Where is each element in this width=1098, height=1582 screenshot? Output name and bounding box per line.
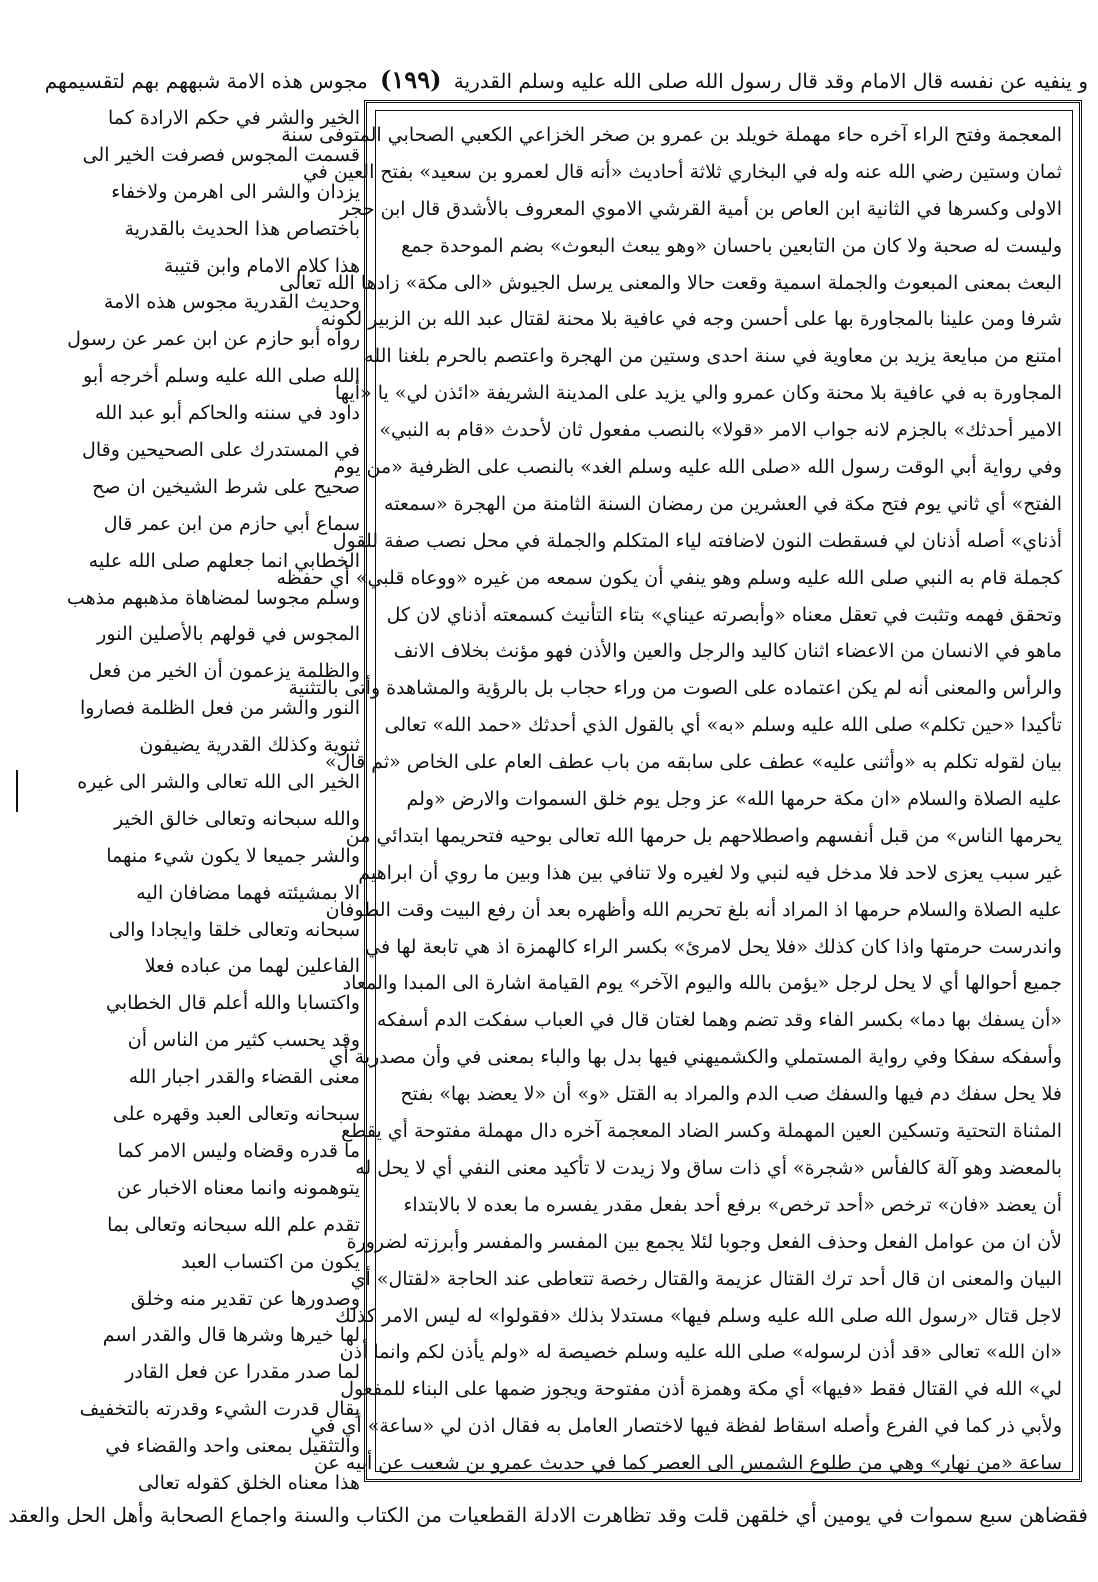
main-text-line: الامير أحدثك» بالجزم لانه جواب الامر «قولا» بالنصب مفعول ثان لأحدث «قام به النبي»: [379, 419, 1062, 442]
main-text-line: يحرمها الناس» من قبل أنفسهم واصطلاحهم بل حرمها الله تعالى بوحيه فتحريمها ابتدائي من: [345, 824, 1062, 847]
margin-text-line: يزدان والشر الى اهرمن ولاخفاء: [111, 180, 360, 203]
margin-text-line: صحيح على شرط الشيخين ان صح: [92, 475, 360, 498]
margin-text-line: قسمت المجوس فصرفت الخير الى: [82, 143, 360, 166]
margin-text-line: وصدورها عن تقدير منه وخلق: [130, 1287, 360, 1310]
margin-text-line: هذا كلام الامام وابن قتيبة: [163, 254, 360, 277]
main-text-line: والرأس والمعنى أنه لم يكن اعتماده على الصوت من وراء حجاب بل بالرؤية والمشاهدة وأتى بالتثنية: [288, 677, 1062, 700]
main-text-line: بالمعضد وهو آلة كالفأس «شجرة» أي ذات ساق ولا زيدت لا تأكيد معنى النفي أي لا يحل له: [355, 1156, 1062, 1179]
header-left-text: مجوس هذه الامة شبههم بهم لتقسيمهم: [44, 69, 368, 93]
margin-text-line: لها خيرها وشرها قال والقدر اسم: [102, 1324, 360, 1347]
main-text-frame: [276, 110, 1073, 1475]
main-text-line: واندرست حرمتها واذا كان كذلك «فلا يحل لامرئ» بكسر الراء كالهمزة اذ هي تابعة لها في: [365, 935, 1062, 958]
main-text-line: الاولى وكسرها في الثانية ابن العاص بن أمية القرشي الاموي المعروف بالأشدق قال ابن حجر: [339, 197, 1062, 220]
main-text-line: «أن يسفك بها دما» بكسر الفاء وقد تضم وهما لغتان قال في العباب سفكت الدم أسفكه: [376, 1009, 1062, 1032]
margin-text-line: وقد يحسب كثير من الناس أن: [127, 1029, 360, 1052]
margin-text-line: سماع أبي حازم من ابن عمر قال: [103, 512, 360, 535]
main-text-line: غير سبب يعزى لاحد فلا مدخل فيه لنبي ولا لغيره ولا تنافي بين هذا وبين ما روي أن ابراهيم: [358, 861, 1062, 884]
margin-text-line: معنى القضاء والقدر اجبار الله: [128, 1066, 360, 1089]
main-text-line: فلا يحل سفك دم فيها والسفك صب الدم والمراد به القتل «و» أن «لا يعضد بها» بفتح: [400, 1083, 1062, 1106]
main-text-line: لاجل قتال «رسول الله صلى الله عليه وسلم فيها» مستدلا بذلك «فقولوا» له ليس الامر كذلك: [335, 1304, 1062, 1327]
margin-text-line: الفاعلين لهما من عباده فعلا: [144, 955, 360, 978]
margin-text-line: سبحانه وتعالى خلقا وايجادا والى: [108, 918, 360, 941]
main-commentary-text: [276, 111, 1072, 1488]
main-text-line: المجاورة به في عافية بلا محنة وكان عمرو والي يزيد على المدينة الشريفة «ائذن لي» يا «أيها: [334, 382, 1062, 405]
main-text-line: ماهو في الانسان من الاعضاء اثنان كاليد والرجل والعين والأذن فهو مؤنث بخلاف الانف: [393, 640, 1062, 663]
margin-text-line: هذا معناه الخلق كقوله تعالى: [137, 1471, 360, 1494]
main-text-line: أن يعضد «فان» ترخص «أحد ترخص» برفع أحد بفعل مقدر يفسره ما بعده لا بالابتداء: [403, 1193, 1062, 1216]
page-footer: [8, 1496, 1088, 1536]
main-text-line: تأكيدا «حين تكلم» صلى الله عليه وسلم «به» أي بالقول الذي أحدثك «حمد الله» تعالى: [384, 714, 1062, 737]
margin-mark: [16, 770, 18, 812]
main-text-line: المعجمة وفتح الراء آخره حاء مهملة خويلد بن عمرو بن صخر الخزاعي الكعبي الصحابي المتوفى سنة: [281, 124, 1062, 146]
margin-text-line: الخطابي انما جعلهم صلى الله عليه: [88, 549, 360, 572]
margin-text-line: وحديث القدرية مجوس هذه الامة: [103, 291, 360, 314]
margin-text-line: لما صدر مقدرا عن فعل القادر: [125, 1361, 360, 1384]
margin-text-line: يكون من اكتساب العبد: [181, 1250, 360, 1273]
main-text-line: أذناي» أصله أذنان لي فسقطت النون لاضافته لياء المتكلم والجملة في محل نصب صفة للقول: [332, 529, 1062, 552]
margin-text-line: والشر جميعا لا يكون شيء منهما: [106, 844, 360, 867]
margin-text-line: والله سبحانه وتعالى خالق الخير: [114, 807, 360, 830]
main-text-line: امتنع من مبايعة يزيد بن معاوية في سنة احدى وستين من الهجرة واعتصم بالحرم بلغنا الله: [364, 345, 1062, 368]
main-text-line: ساعة «من نهار» وهي من طلوع الشمس الى العصر كما في حديث عمرو بن شعيب عن أبيه عن: [313, 1452, 1062, 1475]
page-header: [44, 58, 1088, 104]
page-number: (١٩٩): [380, 65, 442, 94]
margin-text-line: ثنوية وكذلك القدرية يضيفون: [139, 734, 360, 757]
main-text-line: ولأبي ذر كما في الفرع وأصله اسقاط لفظة فيها لاختصار العامل به فقال اذن لي «ساعة» أي في: [310, 1415, 1062, 1438]
margin-text-line: ما قدره وقضاه وليس الامر كما: [117, 1139, 360, 1162]
main-text-line: بيان لقوله تكلم به «وأثنى عليه» عطف على سابقه من باب عطف العام على الخاص «ثم قال»: [324, 751, 1062, 774]
main-text-line: الفتح» أي ثاني يوم فتح مكة في العشرين من رمضان السنة الثامنة من الهجرة «سمعته: [384, 492, 1062, 515]
margin-text-line: وسلم مجوسا لمضاهاة مذهبهم مذهب: [66, 586, 360, 609]
main-text-line: لأن ان من عوامل الفعل وحذف الفعل وجوبا لئلا يجمع بين المفسر والمفسر وأبرزته لضرورة: [346, 1230, 1062, 1253]
margin-text-line: والظلمة يزعمون أن الخير من فعل: [88, 660, 360, 683]
margin-text-line: الخير الى الله تعالى والشر الى غيره: [77, 771, 360, 794]
main-text-line: وتحقق فهمه وتثبت في تعقل معناه «وأبصرته عيناي» بتاء التأنيث كسمعته أذناي لان كل: [386, 603, 1062, 626]
main-text-line: وفي رواية أبي الوقت رسول الله «صلى الله عليه وسلم الغد» بالنصب على الظرفية «من يوم: [333, 456, 1062, 479]
main-text-line: «ان الله» تعالى «قد أذن لرسوله» صلى الله عليه وسلم خصيصة له «ولم يأذن لكم وانما أذن: [339, 1341, 1062, 1364]
main-text-line: المثناة التحتية وتسكين العين المهملة وكسر الضاد المعجمة آخره دال مهملة مفتوحة أي يقطع: [341, 1120, 1062, 1143]
main-text-line: وأسفكه سفكا وفي رواية المستملي والكشميهني فيها بدل بها والباء بمعنى في وأن مصدرية أي: [328, 1046, 1062, 1069]
margin-text-line: النور والشر من فعل الظلمة فصاروا: [79, 697, 360, 720]
main-text-line: لي» الله في القتال فقط «فيها» أي مكة وهمزة أذن مفتوحة ويجوز ضمها على البناء للمفعول: [340, 1378, 1062, 1401]
margin-text-line: الا بمشيئته فهما مضافان اليه: [136, 881, 360, 904]
margin-text-line: رواه أبو حازم عن ابن عمر عن رسول: [67, 328, 360, 351]
margin-text-line: يتوهمونه وانما معناه الاخبار عن: [117, 1176, 360, 1199]
margin-text-line: المجوس في قولهم بالأصلين النور: [97, 623, 360, 646]
main-text-line: ثمان وستين رضي الله عنه وله في البخاري ثلاثة أحاديث «أنه قال لعمرو بن سعيد» بفتح العين في: [302, 160, 1062, 183]
margin-text-line: في المستدرك على الصحيحين وقال: [82, 439, 360, 462]
margin-text-line: داود في سننه والحاكم أبو عبد الله: [94, 402, 360, 425]
main-text-line: البيان والمعنى ان قال أحد ترك القتال عزيمة والقتال رخصة تتعاطى عند الحاجة «لقتال» أي: [350, 1267, 1062, 1290]
main-text-line: البعث بمعنى المبعوث والجملة اسمية وقعت حالا والمعنى يرسل الجيوش «الى مكة» زادها الله تعالى: [279, 271, 1062, 294]
main-text-line: كجملة قام به النبي صلى الله عليه وسلم وهو ينفي أن يكون سمعه من غيره «ووعاه قلبي» أي حفظه: [276, 566, 1062, 589]
main-text-line: عليه الصلاة والسلام «ان مكة حرمها الله» عز وجل يوم خلق السموات والارض «ولم: [406, 788, 1062, 811]
margin-text-line: يقال قدرت الشيء وقدرته بالتخفيف: [79, 1398, 360, 1421]
margin-text-line: تقدم علم الله سبحانه وتعالى بما: [107, 1213, 360, 1236]
main-text-line: جميع أحوالها أي لا يحل لرجل «يؤمن بالله واليوم الآخر» يوم القيامة اشارة الى المبدا والمعاد: [342, 972, 1062, 995]
margin-text-line: الله صلى الله عليه وسلم أخرجه أبو: [83, 365, 360, 388]
margin-text-line: سبحانه وتعالى العبد وقهره على: [112, 1103, 360, 1126]
footer-text: فقضاهن سبع سموات في يومين أي خلقهن قلت وقد تظاهرت الادلة القطعيات من الكتاب والسنة واجماع الصحابة وأهل الحل والعقد: [8, 1503, 1088, 1527]
margin-text-line: الخير والشر في حكم الارادة كما: [107, 107, 360, 129]
main-text-line: شرفا ومن علينا بالمجاورة بها على أحسن وجه في عافية بلا محنة لقتال عبد الله بن الزبير لكونه: [320, 308, 1062, 331]
margin-text-line: واكتسابا والله أعلم قال الخطابي: [106, 992, 360, 1015]
header-right-text: و ينفيه عن نفسه قال الامام وقد قال رسول الله صلى الله عليه وسلم القدرية: [453, 69, 1088, 93]
margin-text-line: والتثقيل بمعنى واحد والقضاء في: [105, 1435, 360, 1458]
main-text-line: عليه الصلاة والسلام حرمها اذ المراد أنه بلغ تحريم الله وأظهره بعد أن رفع البيت وقت الطوفان: [325, 898, 1062, 921]
margin-text-line: باختصاص هذا الحديث بالقدرية: [124, 217, 360, 240]
main-text-line: وليست له صحبة ولا كان من التابعين باحسان «وهو يبعث البعوث» بضم الموحدة جمع: [401, 234, 1062, 257]
